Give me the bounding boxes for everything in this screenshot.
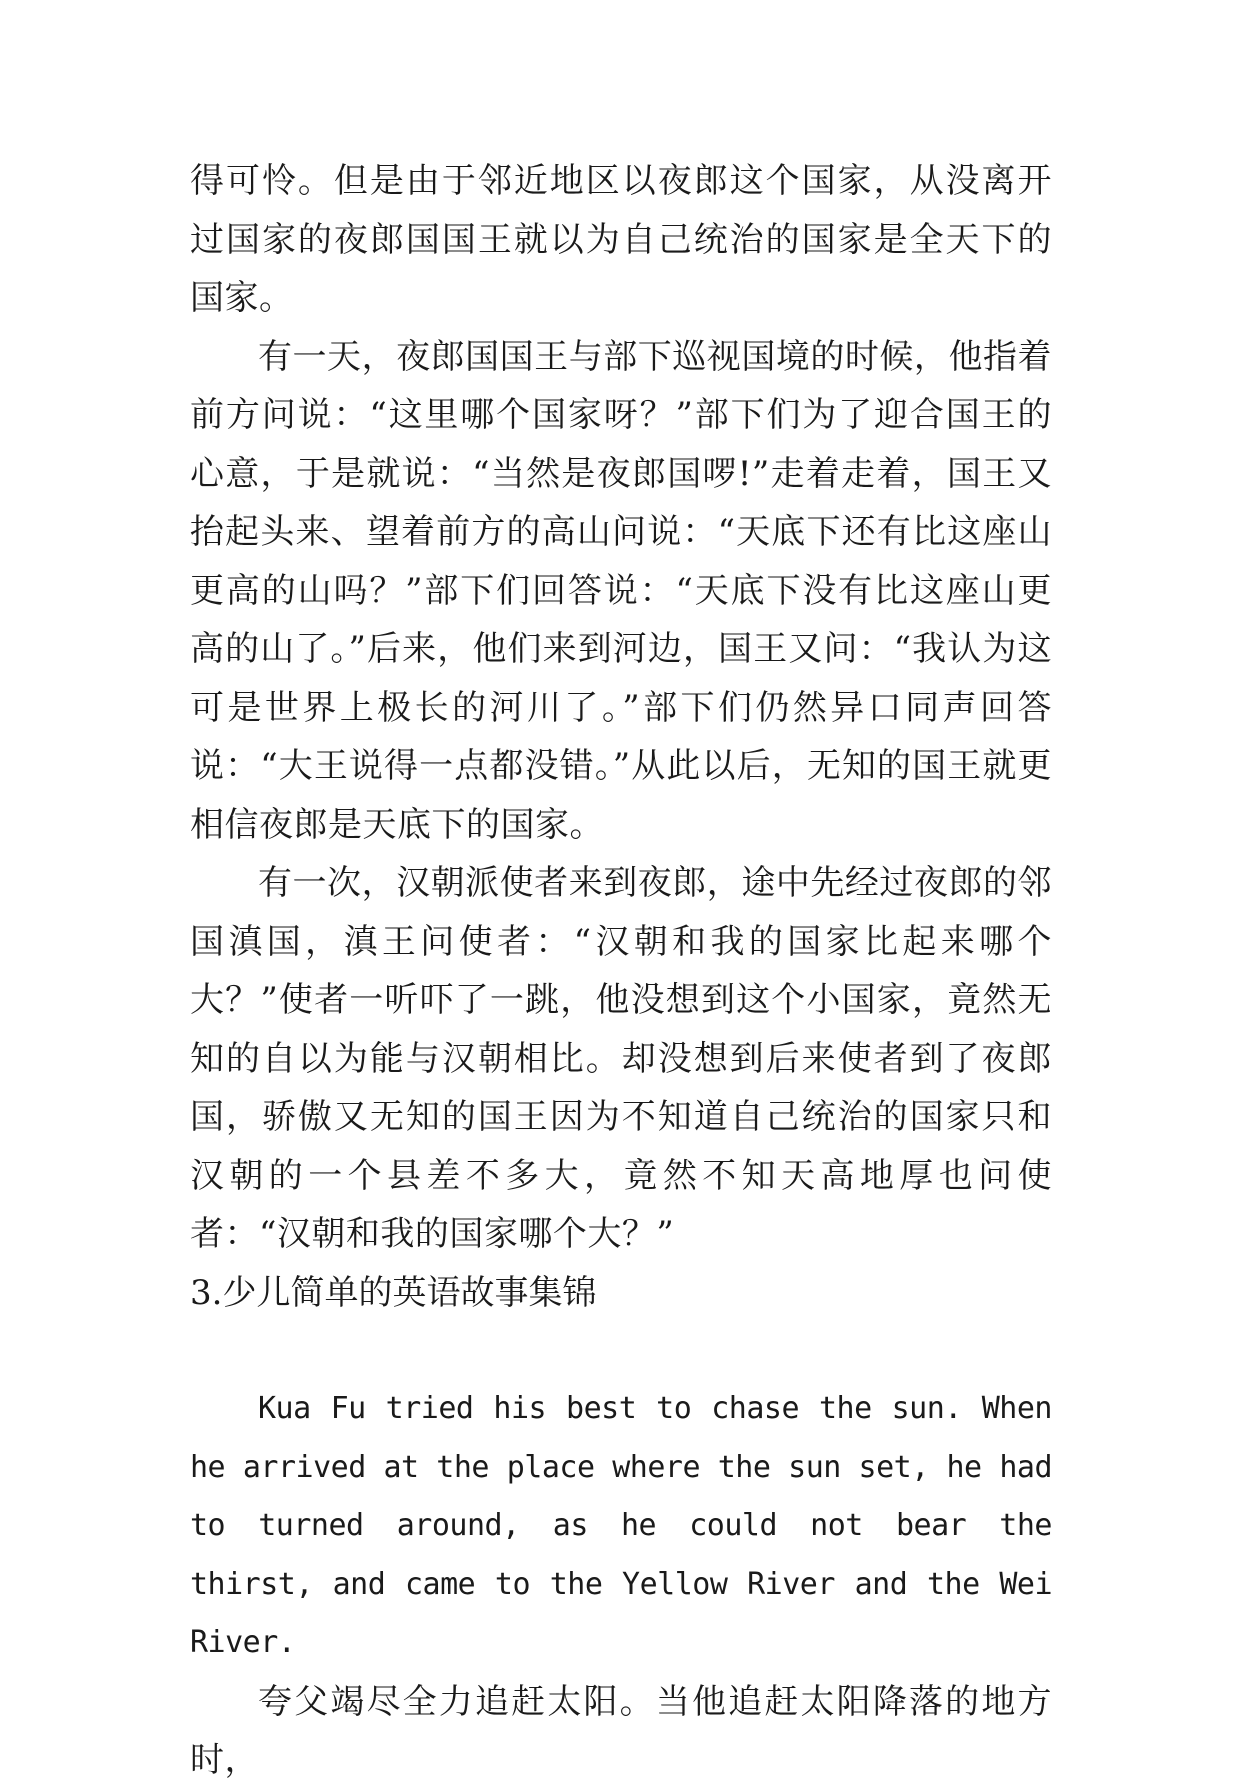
- section-heading: 3.少儿简单的英语故事集锦: [190, 1272, 597, 1313]
- english-story-paragraph: Kua Fu tried his best to chase the sun. When he arrived at the place where the sun set, he had to turned around, as he could not bear the thirst, and came to the Yellow River and the Wei River.: [190, 1391, 1052, 1660]
- paragraph-han-envoy: 有一次，汉朝派使者来到夜郎，途中先经过夜郎的邻国滇国，滇王问使者：“汉朝和我的国家比起来哪个大？”使者一听吓了一跳，他没想到这个小国家，竟然无知的自以为能与汉朝相比。却没想到后来使者到了夜郎国，骄傲又无知的国王因为不知道自己统治的国家只和汉朝的一个县差不多大，竟然不知天高地厚也问使者：“汉朝和我的国家哪个大？”: [190, 863, 1052, 1254]
- document-page: [190, 152, 1052, 1790]
- paragraph-yelang-inspection: 有一天，夜郎国国王与部下巡视国境的时候，他指着前方问说：“这里哪个国家呀？”部下们为了迎合国王的心意，于是就说：“当然是夜郎国啰!”走着走着，国王又抬起头来、望着前方的高山问说：“天底下还有比这座山更高的山吗？”部下们回答说：“天底下没有比这座山更高的山了。”后来，他们来到河边，国王又问：“我认为这可是世界上极长的河川了。”部下们仍然异口同声回答说：“大王说得一点都没错。”从此以后，无知的国王就更相信夜郎是天底下的国家。: [190, 336, 1052, 845]
- paragraph-continuation: 得可怜。但是由于邻近地区以夜郎这个国家，从没离开过国家的夜郎国国王就以为自己统治的国家是全天下的国家。: [190, 161, 1052, 318]
- blank-line: [190, 1322, 1052, 1380]
- chinese-translation-paragraph: 夸父竭尽全力追赶太阳。当他追赶太阳降落的地方时，: [190, 1681, 1052, 1780]
